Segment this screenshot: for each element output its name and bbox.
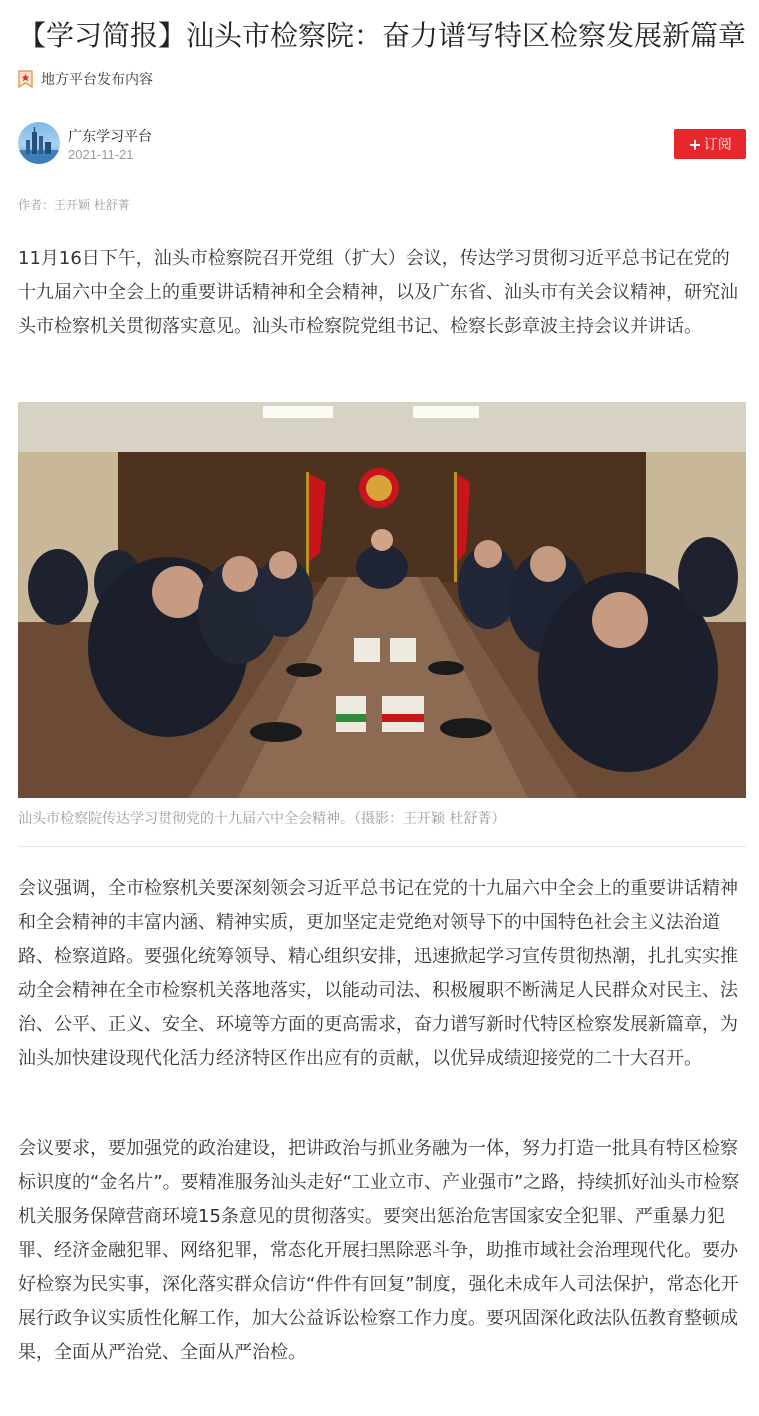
publish-date: 2021-11-21 [68,147,134,162]
paragraph-2: 会议强调，全市检察机关要深刻领会习近平总书记在党的十九届六中全会上的重要讲话精神和全会精神的丰富内涵、精神实质，更加坚定走党绝对领导下的中国特色社会主义法治道路、检察道路。要强化统筹领导、精心组织安排，迅速掀起学习宣传贯彻热潮，扎扎实实推动全会精神在全市检察机关落地落实，以能动司法、积极履职不断满足人民群众对民主、法治、公平、正义、安全、环境等方面的更高需求，奋力谱写新时代特区检察发展新篇章，为汕头加快建设现代化活力经济特区作出应有的贡献，以优异成绩迎接党的二十大召开。 [18,878,738,1069]
author-row [18,122,746,168]
ribbon-star-icon [18,70,33,88]
platform-name[interactable]: 广东学习平台 [68,129,152,145]
plus-icon: + [688,134,702,154]
section-divider [18,846,746,847]
photo-caption: 汕头市检察院传达学习贯彻党的十九届六中全会精神。（摄影：王开颖 杜舒菁） [18,811,506,827]
avatar[interactable] [18,122,60,164]
meeting-photo-illustration [18,402,746,798]
paragraph-3: 会议要求，要加强党的政治建设，把讲政治与抓业务融为一体，努力打造一批具有特区检察标识度的“金名片”。要精准服务汕头走好“工业立市、产业强市”之路，持续抓好汕头市检察机关服务保障营商环境15条意见的贯彻落实。要突出惩治危害国家安全犯罪、严重暴力犯罪、经济金融犯罪、网络犯罪，常态化开展扫黑除恶斗争，助推市域社会治理现代化。要办好检察为民实事，深化落实群众信访“件件有回复”制度，强化未成年人司法保护，常态化开展行政争议实质性化解工作，加大公益诉讼检察工作力度。要巩固深化政法队伍教育整顿成果，全面从严治党、全面从严治检。 [18,1138,740,1363]
subscribe-label: 订阅 [703,137,732,153]
source-row [18,68,153,90]
article-title: 【学习简报】汕头市检察院：奋力谱写特区检察发展新篇章 [18,19,747,52]
author-byline: 作者：王开颖 杜舒菁 [18,198,130,212]
source-label: 地方平台发布内容 [41,72,153,88]
subscribe-button[interactable] [674,129,746,159]
paragraph-1: 11月16日下午，汕头市检察院召开党组（扩大）会议，传达学习贯彻习近平总书记在党的十九届六中全会上的重要讲话精神和全会精神，以及广东省、汕头市有关会议精神，研究汕头市检察机关贯彻落实意见。汕头市检察院党组书记、检察长彭章波主持会议并讲话。 [18,248,738,337]
meeting-photo[interactable] [18,402,746,798]
